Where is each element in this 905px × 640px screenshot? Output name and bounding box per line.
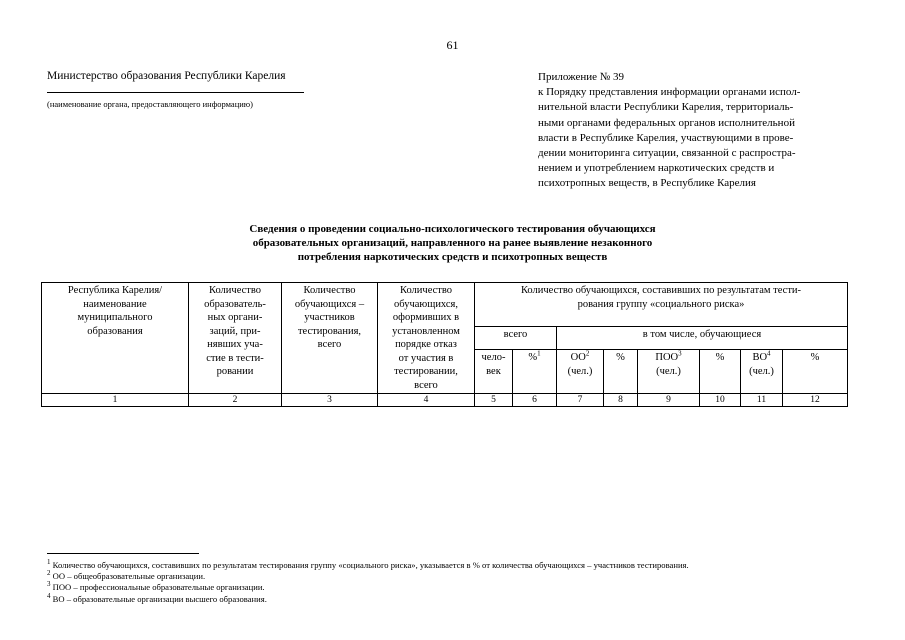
column-number: 9 [638,394,700,407]
header-total-percent: %$^1$ [513,350,557,394]
header-risk-group: Количество обучающихся, составивших по результатам тести- рования группу «социального риска» [475,283,848,327]
column-number: 11 [741,394,783,407]
column-number: 2 [189,394,282,407]
header-refusals: Количество обучающихся, оформивших в установленном порядке отказ от участия в тестировании, всего [378,283,475,394]
document-title: Сведения о проведении социально-психологического тестирования обучающихся образовательных организаций, направленного на ранее выявление незаконного потребления наркотических средств и психотропных веществ [249,223,656,263]
ministry-name: Министерство образования Республики Карелия [47,70,286,82]
column-number: 4 [378,394,475,407]
report-table [41,282,848,407]
column-number: 10 [700,394,741,407]
footnote: $^1$ Количество обучающихся, составивших по результатам тестирования группу «социального риска», указывается в % от количества обучающихся – участников тестирования. [47,558,689,570]
column-number: 6 [513,394,557,407]
header-oo: $ОО^2$ (чел.) [557,350,604,394]
header-organizations: Количество образователь- ных органи- заций, при- нявших уча- стие в тести- ровании [189,283,282,394]
footnote: $^4$ ВО – образовательные организации высшего образования. [47,591,267,604]
header-region: Республика Карелия/ наименование муниципального образования [42,283,189,394]
column-number: 7 [557,394,604,407]
header-poo-percent: % [700,350,741,394]
ministry-caption: (наименование органа, предоставляющего информацию) [47,99,253,109]
footnote: $^3$ ПОО – профессиональные образовательные организации. [47,580,265,593]
header-people: чело- век [475,350,513,394]
column-number: 12 [783,394,848,407]
column-number-row [42,394,848,407]
column-number: 8 [604,394,638,407]
appendix-description: к Порядку представления информации органами испол- нительной власти Республики Карелия, территориаль- ными органами федеральных органов исполнительной власти в Республике Карелия, участвующими в прове- дении мониторинга ситуации, связанной с распростра- нением и употреблением наркотических средств и психотропных веществ, в Республике Карелия [538,86,801,190]
column-number: 5 [475,394,513,407]
page-number: 61 [446,38,459,52]
header-including: в том числе, обучающиеся [557,326,848,350]
header-poo: ПОО$^3$ (чел.) [638,350,700,394]
header-row [42,283,848,327]
appendix-block [538,70,858,192]
header-oo-percent: % [604,350,638,394]
column-number: 1 [42,394,189,407]
footnote: $^2$ ОО – общеобразовательные организации. [47,569,206,582]
footnotes [47,560,877,605]
header-total: всего [475,326,557,350]
appendix-title: Приложение № 39 [538,71,625,83]
footnote-separator [47,553,199,554]
column-number: 3 [282,394,378,407]
ministry-underline [47,92,304,93]
header-participants: Количество обучающихся – участников тестирования, всего [282,283,378,394]
header-vo: $ВО^4$ (чел.) [741,350,783,394]
header-vo-percent: % [783,350,848,394]
